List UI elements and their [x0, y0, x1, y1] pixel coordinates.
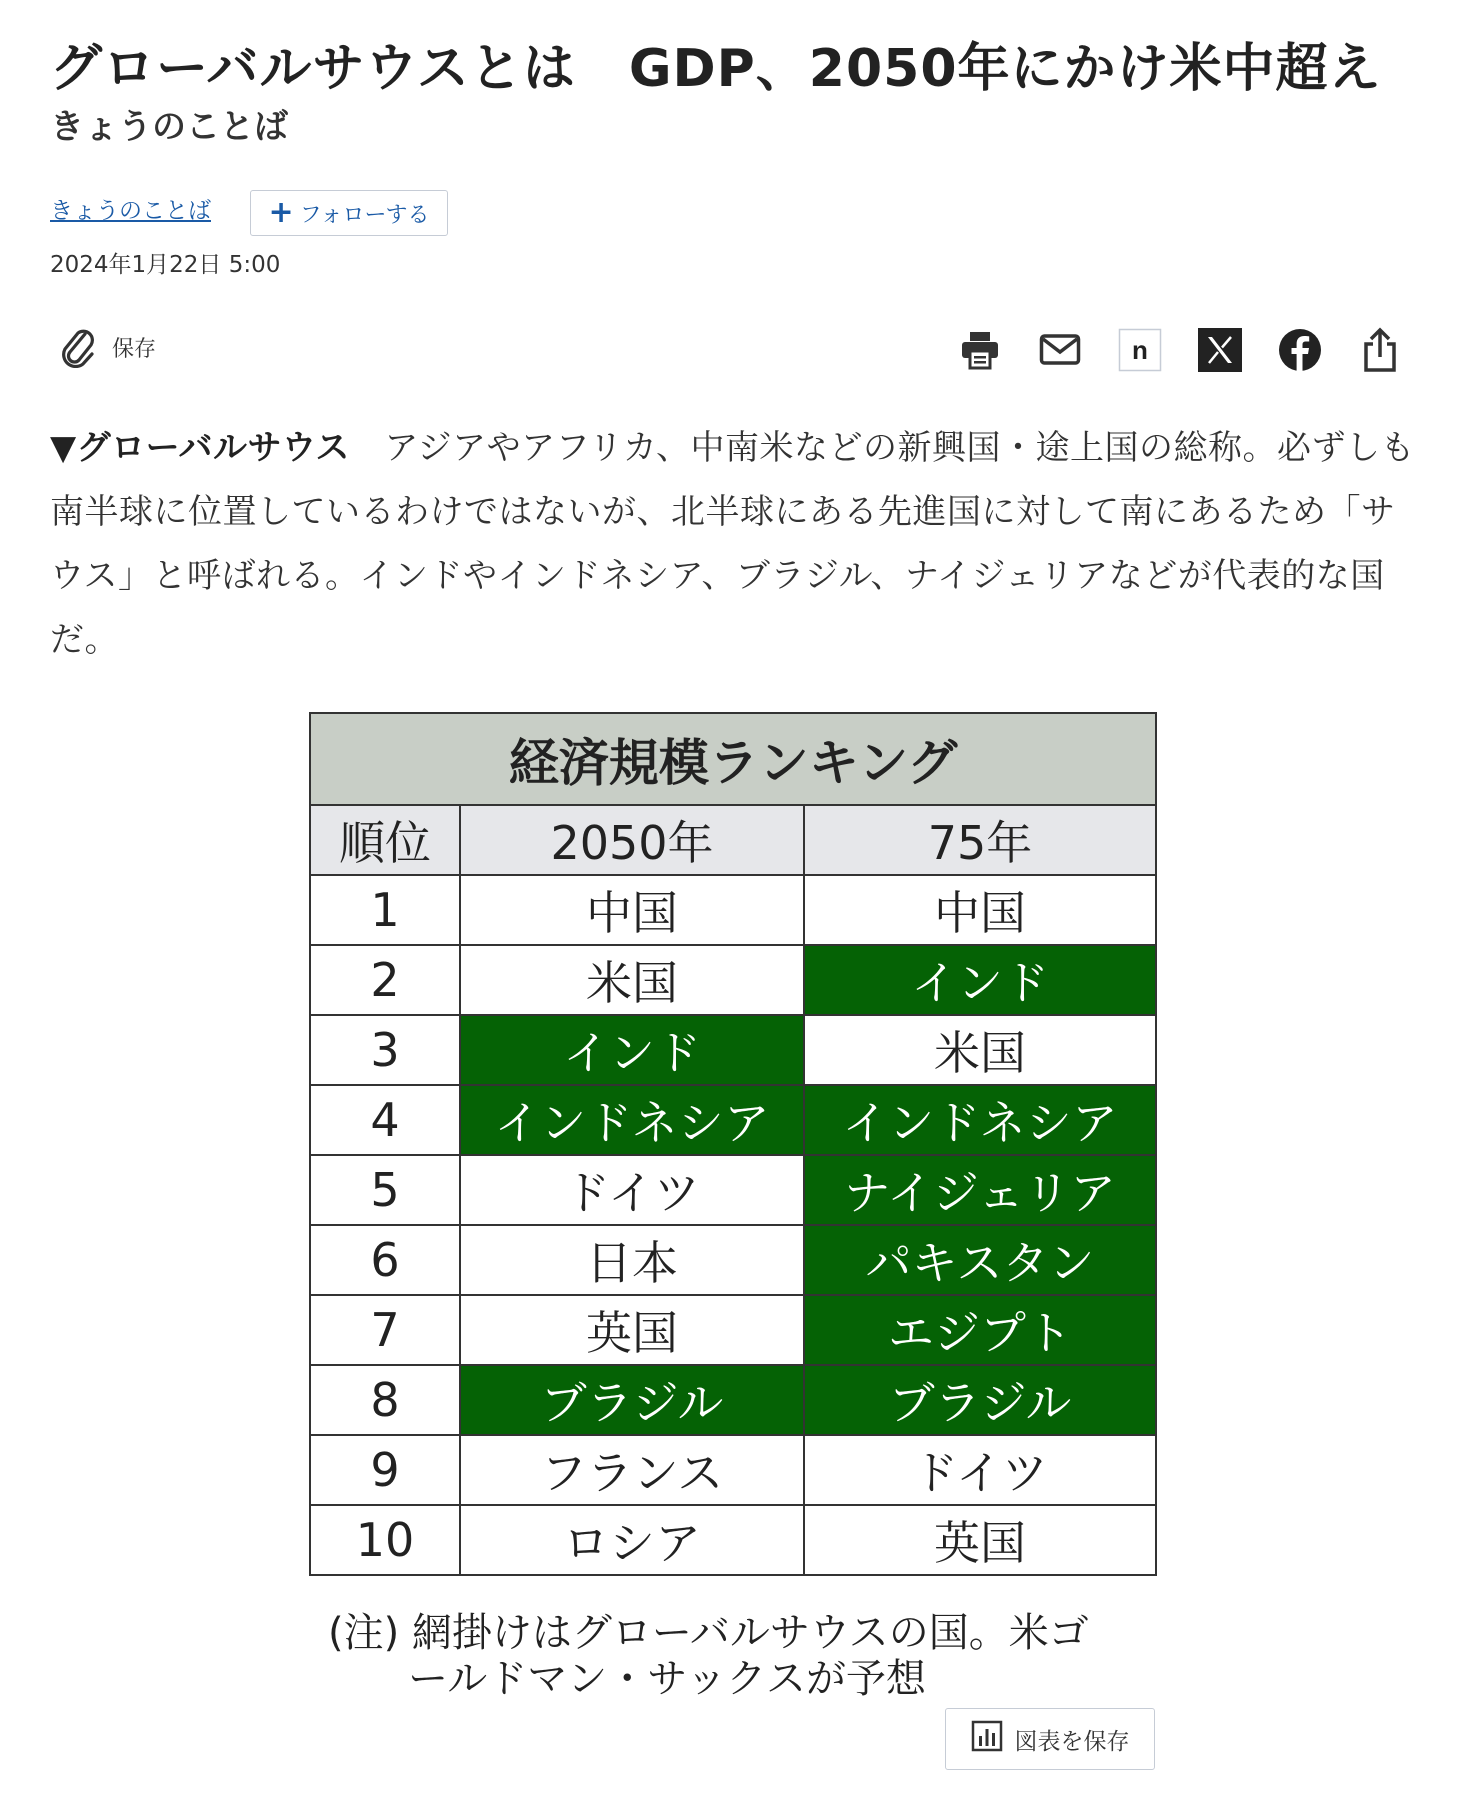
country-2050-cell: インドネシア: [460, 1085, 804, 1155]
table-row: [310, 1435, 1156, 1505]
topic-link[interactable]: きょうのことば: [50, 198, 211, 224]
save-article-button[interactable]: [58, 322, 156, 372]
country-2050-cell: ドイツ: [460, 1155, 804, 1225]
table-row: [310, 945, 1156, 1015]
table-row: [310, 1365, 1156, 1435]
table-row: [310, 1085, 1156, 1155]
x-icon[interactable]: [1198, 328, 1242, 372]
paperclip-icon: [58, 322, 98, 372]
table-row: [310, 1505, 1156, 1575]
rank-cell: 4: [310, 1085, 460, 1155]
table-row: [310, 1225, 1156, 1295]
mail-icon[interactable]: [1038, 328, 1082, 372]
country-2050-cell: 英国: [460, 1295, 804, 1365]
lead-text: アジアやアフリカ、中南米などの新興国・途上国の総称。必ずしも南半球に位置しているわけではないが、北半球にある先進国に対して南にあるため「サウス」と呼ばれる。インドやインドネシア、ブラジル、ナイジェリアなどが代表的な国だ。: [50, 428, 1416, 660]
country-2050-cell: フランス: [460, 1435, 804, 1505]
country-2050-cell: 米国: [460, 945, 804, 1015]
country-2050-cell: インド: [460, 1015, 804, 1085]
follow-button[interactable]: [250, 190, 448, 236]
country-2075-cell: ドイツ: [804, 1435, 1156, 1505]
table-row: [310, 1155, 1156, 1225]
note-glyph: n: [1132, 335, 1148, 365]
follow-label: フォローする: [299, 202, 430, 228]
article-subtitle: きょうのことば: [50, 107, 288, 147]
header-2050: 2050年: [460, 805, 804, 875]
rank-cell: 3: [310, 1015, 460, 1085]
country-2075-cell: 中国: [804, 875, 1156, 945]
table-row: [310, 875, 1156, 945]
print-icon[interactable]: [958, 328, 1002, 372]
save-figure-label: 図表を保存: [1014, 1728, 1130, 1755]
table-title: 経済規模ランキング: [310, 713, 1156, 805]
lead-paragraph: [50, 416, 1420, 672]
publish-date: 2024年1月22日 5:00: [50, 252, 281, 278]
rank-cell: 10: [310, 1505, 460, 1575]
country-2050-cell: ブラジル: [460, 1365, 804, 1435]
share-toolbar: [958, 322, 1408, 378]
note-line-2: ールドマン・サックスが予想: [408, 1656, 926, 1702]
plus-icon: +: [268, 195, 294, 230]
ranking-table: [309, 712, 1157, 1576]
table-row: [310, 1015, 1156, 1085]
chart-icon: [971, 1720, 1003, 1758]
article-title: グローバルサウスとは GDP、2050年にかけ米中超え: [50, 39, 1382, 99]
rank-cell: 6: [310, 1225, 460, 1295]
rank-cell: 1: [310, 875, 460, 945]
lead-term: ▼グローバルサウス: [50, 428, 350, 468]
rank-cell: 2: [310, 945, 460, 1015]
rank-cell: 7: [310, 1295, 460, 1365]
table-row: [310, 1295, 1156, 1365]
country-2075-cell: インド: [804, 945, 1156, 1015]
header-rank: 順位: [310, 805, 460, 875]
country-2050-cell: 日本: [460, 1225, 804, 1295]
note-icon[interactable]: [1118, 328, 1162, 372]
country-2075-cell: 英国: [804, 1505, 1156, 1575]
country-2050-cell: ロシア: [460, 1505, 804, 1575]
note-line-1: (注) 網掛けはグローバルサウスの国。米ゴ: [328, 1610, 1089, 1656]
country-2075-cell: エジプト: [804, 1295, 1156, 1365]
save-label: 保存: [112, 336, 157, 362]
rank-cell: 5: [310, 1155, 460, 1225]
country-2075-cell: インドネシア: [804, 1085, 1156, 1155]
rank-cell: 9: [310, 1435, 460, 1505]
country-2075-cell: パキスタン: [804, 1225, 1156, 1295]
table-note: [328, 1610, 1138, 1702]
save-figure-button[interactable]: [945, 1708, 1155, 1770]
rank-cell: 8: [310, 1365, 460, 1435]
header-2075: 75年: [804, 805, 1156, 875]
share-icon[interactable]: [1358, 328, 1402, 372]
country-2075-cell: ナイジェリア: [804, 1155, 1156, 1225]
country-2050-cell: 中国: [460, 875, 804, 945]
country-2075-cell: 米国: [804, 1015, 1156, 1085]
facebook-icon[interactable]: [1278, 328, 1322, 372]
country-2075-cell: ブラジル: [804, 1365, 1156, 1435]
